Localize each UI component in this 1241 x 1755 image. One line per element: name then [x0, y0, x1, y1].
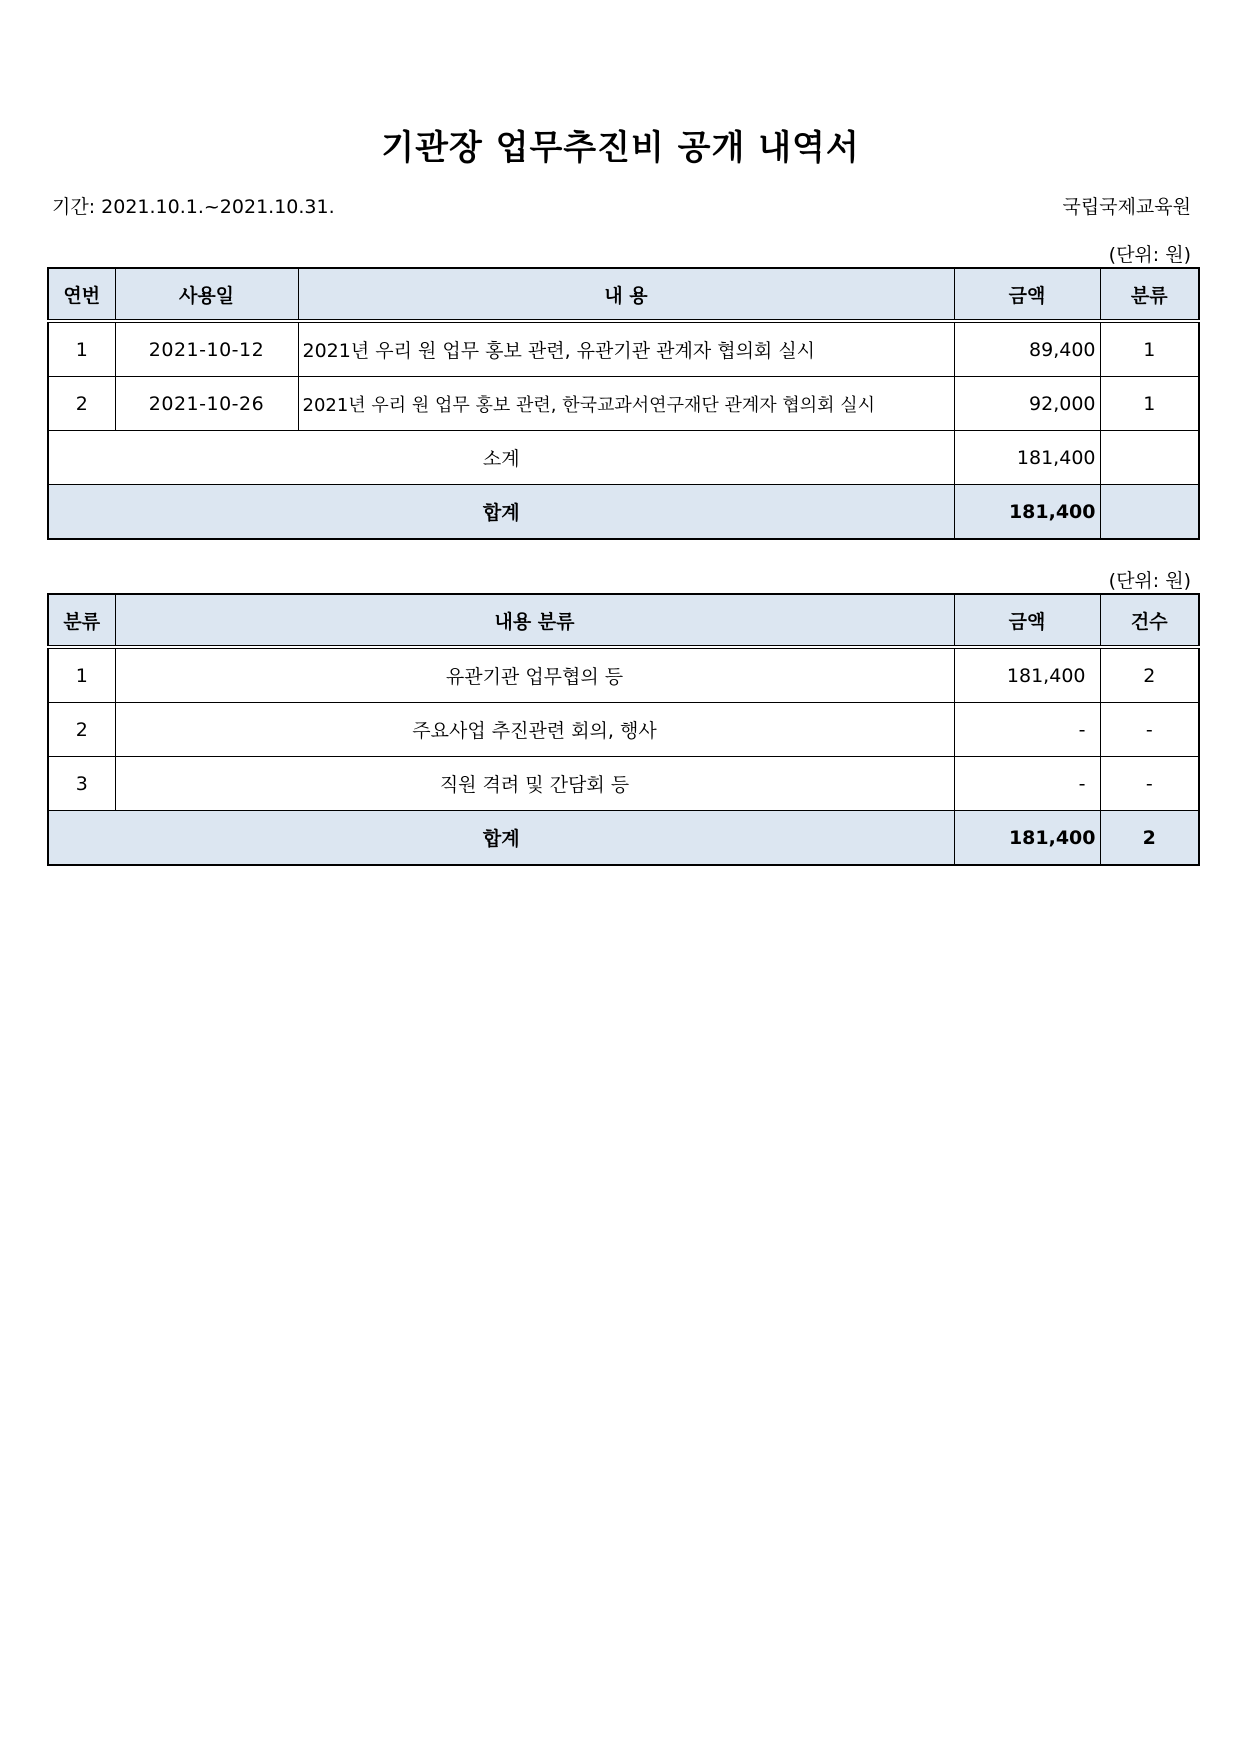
table-header-row	[48, 594, 1199, 647]
subtotal-row	[48, 431, 1199, 485]
cell-category: 2	[48, 703, 115, 757]
cell-amount: -	[954, 703, 1100, 757]
table-row	[48, 703, 1199, 757]
header-description: 내 용	[298, 268, 954, 321]
expense-table	[47, 267, 1200, 540]
cell-amount: 92,000	[954, 377, 1100, 431]
total-label: 합계	[48, 485, 954, 540]
cell-amount: 181,400	[954, 647, 1100, 703]
cell-category-description: 주요사업 추진관련 회의, 행사	[115, 703, 954, 757]
cell-category: 1	[48, 647, 115, 703]
total-row	[48, 811, 1199, 866]
header-amount: 금액	[954, 268, 1100, 321]
subtotal-amount: 181,400	[954, 431, 1100, 485]
total-category	[1100, 485, 1199, 540]
total-label: 합계	[48, 811, 954, 866]
header-no: 연번	[48, 268, 115, 321]
cell-description: 2021년 우리 원 업무 홍보 관련, 한국교과서연구재단 관계자 협의회 실시	[298, 377, 954, 431]
total-count: 2	[1100, 811, 1199, 866]
cell-date: 2021-10-26	[115, 377, 298, 431]
header-date: 사용일	[115, 268, 298, 321]
total-amount: 181,400	[954, 811, 1100, 866]
cell-no: 1	[48, 321, 115, 377]
organization-name: 국립국제교육원	[1062, 196, 1191, 218]
total-amount: 181,400	[954, 485, 1100, 540]
cell-category: 1	[1100, 377, 1199, 431]
cell-no: 2	[48, 377, 115, 431]
unit-label-table2: (단위: 원)	[1108, 570, 1191, 592]
table-row	[48, 321, 1199, 377]
header-category: 분류	[48, 594, 115, 647]
period-text: 기간: 2021.10.1.~2021.10.31.	[52, 196, 335, 218]
table-header-row	[48, 268, 1199, 321]
table-row	[48, 647, 1199, 703]
cell-count: -	[1100, 757, 1199, 811]
cell-category-description: 직원 격려 및 간담회 등	[115, 757, 954, 811]
subtotal-label: 소계	[48, 431, 954, 485]
table-row	[48, 757, 1199, 811]
cell-count: 2	[1100, 647, 1199, 703]
header-count: 건수	[1100, 594, 1199, 647]
header-amount: 금액	[954, 594, 1100, 647]
header-category-description: 내용 분류	[115, 594, 954, 647]
cell-date: 2021-10-12	[115, 321, 298, 377]
subtotal-category	[1100, 431, 1199, 485]
cell-description: 2021년 우리 원 업무 홍보 관련, 유관기관 관계자 협의회 실시	[298, 321, 954, 377]
cell-category: 1	[1100, 321, 1199, 377]
header-category: 분류	[1100, 268, 1199, 321]
cell-count: -	[1100, 703, 1199, 757]
cell-category: 3	[48, 757, 115, 811]
unit-label-table1: (단위: 원)	[1108, 244, 1191, 266]
category-summary-table	[47, 593, 1200, 866]
cell-amount: -	[954, 757, 1100, 811]
cell-category-description: 유관기관 업무협의 등	[115, 647, 954, 703]
table-row	[48, 377, 1199, 431]
cell-amount: 89,400	[954, 321, 1100, 377]
document-title: 기관장 업무추진비 공개 내역서	[381, 128, 860, 168]
total-row	[48, 485, 1199, 540]
